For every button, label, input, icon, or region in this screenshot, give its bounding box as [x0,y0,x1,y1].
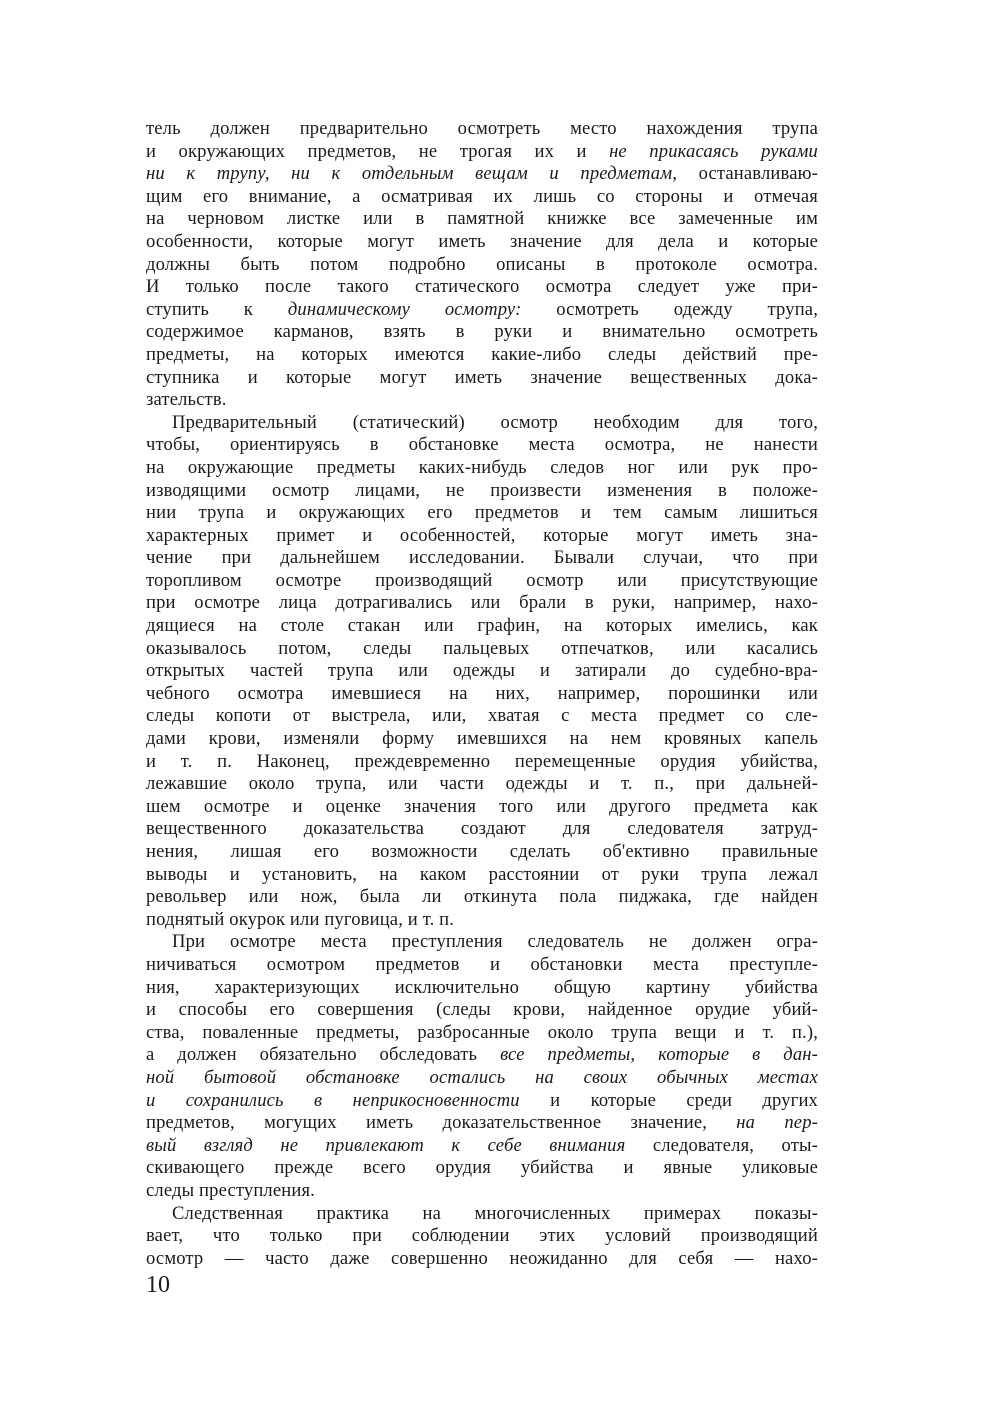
italic-text: ни к трупу, ни к отдельным вещам и предметам, [146,163,678,185]
text-line [146,1248,818,1271]
text-line [146,796,818,819]
text-segment: характерных примет и особенностей, которые могут иметь зна- [146,524,818,546]
text-line [146,1112,818,1135]
text-line [146,299,818,322]
text-segment: останавливаю- [677,163,818,185]
italic-text: вый взгляд не привлекают к себе внимания [146,1134,626,1156]
text-line [146,344,818,367]
text-segment: следы копоти от выстрела, или, хватая с места предмет со сле- [146,705,818,727]
text-segment: и окружающих предметов, не трогая их и [146,140,610,162]
text-line [146,231,818,254]
text-segment: ступника и которые могут иметь значение вещественных дока- [146,366,818,388]
italic-text: и сохранились в неприкосновенности [146,1089,520,1111]
text-segment: и которые среди других [519,1089,818,1111]
text-segment: выводы и установить, на каком расстоянии от руки трупа лежал [146,863,818,885]
text-segment: следователя, оты- [625,1134,818,1156]
text-segment: содержимое карманов, взять в руки и внимательно осмотреть [146,321,818,343]
page-text [146,118,818,1270]
text-line [146,660,818,683]
text-segment: и способы его совершения (следы крови, найденное орудие убий- [146,999,818,1021]
text-line [146,1157,818,1180]
text-segment: осмотреть одежду трупа, [521,298,818,320]
text-line [146,186,818,209]
text-line [146,977,818,1000]
text-segment: Предварительный (статический) осмотр необходим для того, [172,411,818,433]
italic-text: все предметы, которые в дан- [500,1044,818,1066]
text-line [146,818,818,841]
text-segment: предметов, могущих иметь доказательственное значение, [146,1112,737,1134]
text-segment: дами крови, изменяли форму имевшихся на нем кровяных капель [146,728,818,750]
text-segment: ства, поваленные предметы, разбросанные около трупа вещи и т. п.), [146,1021,818,1043]
text-line [146,1022,818,1045]
text-segment: оказывалось потом, следы пальцевых отпечатков, или касались [146,637,818,659]
text-line [146,480,818,503]
text-segment: дящиеся на столе стакан или графин, на которых имелись, как [146,615,818,637]
text-segment: зательств. [146,389,227,411]
text-line [146,841,818,864]
text-line [146,705,818,728]
page-number: 10 [146,1272,170,1298]
text-line [146,1067,818,1090]
text-segment: чтобы, ориентируясь в обстановке места осмотра, не нанести [146,434,818,456]
text-line [146,1203,818,1226]
text-line [146,751,818,774]
text-segment: предметы, на которых имеются какие-либо следы действий пре- [146,343,818,365]
text-line [146,276,818,299]
text-segment: торопливом осмотре производящий осмотр или присутствующие [146,569,818,591]
text-line [146,999,818,1022]
text-segment: и т. п. Наконец, преждевременно перемещенные орудия убийства, [146,750,818,772]
text-segment: на окружающие предметы каких-нибудь следов ног или рук про- [146,456,818,478]
text-line [146,254,818,277]
text-line [146,163,818,186]
text-segment: Следственная практика на многочисленных примерах показы- [172,1202,818,1224]
text-segment: чебного осмотра имевшиеся на них, например, порошинки или [146,682,818,704]
text-line [146,570,818,593]
text-line [146,683,818,706]
text-segment: при осмотре лица дотрагивались или брали в руки, например, нахо- [146,592,818,614]
text-segment: ничиваться осмотром предметов и обстановки места преступле- [146,953,818,975]
text-segment: тель должен предварительно осмотреть место нахождения трупа [146,118,818,139]
text-segment: вещественного доказательства создают для следователя затруд- [146,818,818,840]
text-segment: нения, лишая его возможности сделать об'ективно правильные [146,841,818,862]
text-segment: щим его внимание, а осматривая их лишь со стороны и отмечая [146,185,818,207]
italic-text: ной бытовой обстановке остались на своих обычных местах [146,1066,818,1088]
text-segment: нии трупа и окружающих его предметов и тем самым лишиться [146,502,818,524]
text-line [146,886,818,909]
text-line [146,909,818,932]
text-line [146,615,818,638]
text-segment: При осмотре места преступления следователь не должен огра- [172,931,818,953]
text-line [146,141,818,164]
text-segment: на черновом листке или в памятной книжке все замеченные им [146,208,818,230]
text-line [146,638,818,661]
text-line [146,864,818,887]
text-segment: револьвер или нож, была ли откинута пола пиджака, где найден [146,886,818,908]
text-segment: открытых частей трупа или одежды и затирали до судебно-вра- [146,660,818,682]
text-segment: должны быть потом подробно описаны в протоколе осмотра. [146,253,818,275]
text-segment: И только после такого статического осмотра следует уже при- [146,276,818,298]
text-line [146,412,818,435]
text-line [146,434,818,457]
text-line [146,1090,818,1113]
text-segment: ступить к [146,298,288,320]
text-segment: поднятый окурок или пуговица, и т. п. [146,908,455,930]
text-line [146,728,818,751]
italic-text: на пер- [736,1112,818,1134]
text-segment: скивающего прежде всего орудия убийства и явные уликовые [146,1157,818,1179]
text-segment: особенности, которые могут иметь значение для дела и которые [146,230,818,252]
text-segment: лежавшие около трупа, или части одежды и т. п., при дальней- [146,773,818,795]
text-segment: а должен обязательно обследовать [146,1044,501,1066]
text-line [146,208,818,231]
text-line [146,118,818,141]
text-line [146,457,818,480]
text-line [146,547,818,570]
text-line [146,773,818,796]
text-line [146,1225,818,1248]
italic-text: не прикасаясь руками [609,140,818,162]
text-line [146,592,818,615]
text-line [146,954,818,977]
italic-text: динамическому осмотру: [287,298,522,320]
text-segment: ния, характеризующих исключительно общую картину убийства [146,976,818,998]
text-line [146,1044,818,1067]
text-line [146,367,818,390]
text-segment: следы преступления. [146,1179,315,1201]
text-segment: вает, что только при соблюдении этих условий производящий [146,1225,818,1247]
text-segment: чение при дальнейшем исследовании. Бывали случаи, что при [146,547,818,569]
text-line [146,1135,818,1158]
text-line [146,502,818,525]
text-line [146,525,818,548]
text-line [146,931,818,954]
text-line [146,389,818,412]
text-line [146,321,818,344]
text-line [146,1180,818,1203]
text-segment: изводящими осмотр лицами, не произвести изменения в положе- [146,479,818,501]
text-segment: шем осмотре и оценке значения того или другого предмета как [146,795,818,817]
text-segment: осмотр — часто даже совершенно неожиданно для себя — нахо- [146,1247,818,1269]
